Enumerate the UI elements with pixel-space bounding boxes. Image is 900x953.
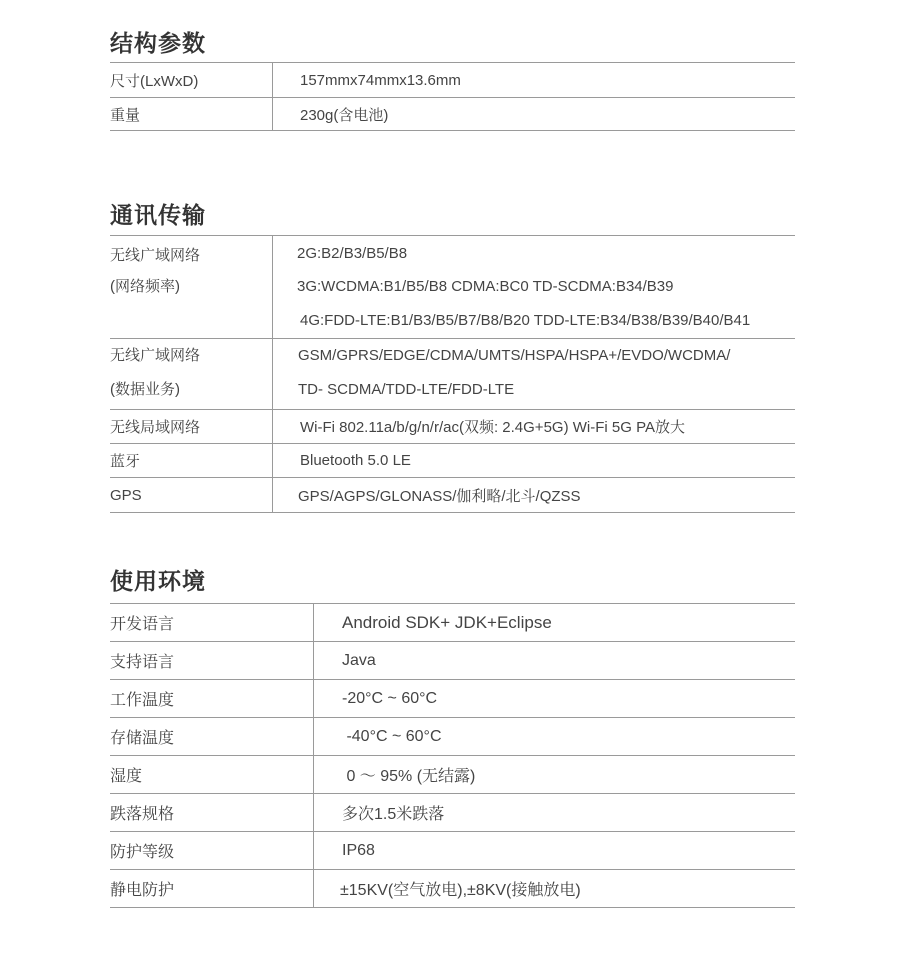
row-label: 工作温度 <box>110 680 314 718</box>
row-value: Android SDK+ JDK+Eclipse <box>314 604 796 642</box>
table-row <box>110 478 795 513</box>
table-row <box>110 63 795 98</box>
row-label: 存储温度 <box>110 718 314 756</box>
section-title: 结构参数 <box>110 30 206 56</box>
row-value: Java <box>314 642 796 680</box>
section-environment <box>110 566 795 899</box>
row-value: 0 ～ 95% (无结露) <box>314 756 796 794</box>
spec-table-environment <box>110 603 795 908</box>
row-value: Bluetooth 5.0 LE <box>273 444 796 478</box>
table-row <box>110 832 795 870</box>
row-label: 支持语言 <box>110 642 314 680</box>
row-label: 静电防护 <box>110 870 314 908</box>
row-value: Wi-Fi 802.11a/b/g/n/r/ac(双频: 2.4G+5G) Wi-Fi 5G PA放大 <box>273 410 796 444</box>
table-row <box>110 98 795 131</box>
table-row <box>110 870 795 908</box>
row-value: -20°C ~ 60°C <box>314 680 796 718</box>
table-row <box>110 236 795 339</box>
table-row <box>110 718 795 756</box>
table-row <box>110 794 795 832</box>
row-label: 蓝牙 <box>110 444 273 478</box>
row-value: ±15KV(空气放电),±8KV(接触放电) <box>314 870 796 908</box>
spec-table-structure <box>110 62 795 131</box>
section-communication <box>110 200 795 505</box>
section-structure <box>110 28 795 124</box>
row-label: 开发语言 <box>110 604 314 642</box>
row-value: GPS/AGPS/GLONASS/伽利略/北斗/QZSS <box>273 478 796 513</box>
row-value: GSM/GPRS/EDGE/CDMA/UMTS/HSPA/HSPA+/EVDO/WCDMA/ TD- SCDMA/TDD-LTE/FDD-LTE <box>273 339 796 410</box>
row-label: 尺寸(LxWxD) <box>110 63 273 98</box>
row-label: 无线局域网络 <box>110 410 273 444</box>
row-value: IP68 <box>314 832 796 870</box>
row-value: 2G:B2/B3/B5/B8 3G:WCDMA:B1/B5/B8 CDMA:BC0 TD-SCDMA:B34/B39 4G:FDD-LTE:B1/B3/B5/B7/B8/B20 TDD-LTE:B34/B38/B39/B40/B41 <box>273 236 796 339</box>
row-label: 重量 <box>110 98 273 131</box>
table-row <box>110 410 795 444</box>
row-value: 230g(含电池) <box>273 98 796 131</box>
row-label: 无线广域网络 (网络频率) <box>110 236 273 339</box>
row-label: GPS <box>110 478 273 513</box>
row-label: 湿度 <box>110 756 314 794</box>
table-row <box>110 642 795 680</box>
table-row <box>110 756 795 794</box>
row-value: -40°C ~ 60°C <box>314 718 796 756</box>
section-title: 使用环境 <box>110 568 206 594</box>
table-row <box>110 444 795 478</box>
section-title: 通讯传输 <box>110 202 206 228</box>
row-label: 防护等级 <box>110 832 314 870</box>
row-value: 157mmx74mmx13.6mm <box>273 63 796 98</box>
table-row <box>110 339 795 410</box>
row-label: 跌落规格 <box>110 794 314 832</box>
row-label: 无线广域网络 (数据业务) <box>110 339 273 410</box>
table-row <box>110 604 795 642</box>
row-value: 多次1.5米跌落 <box>314 794 796 832</box>
table-row <box>110 680 795 718</box>
spec-table-communication <box>110 235 795 513</box>
